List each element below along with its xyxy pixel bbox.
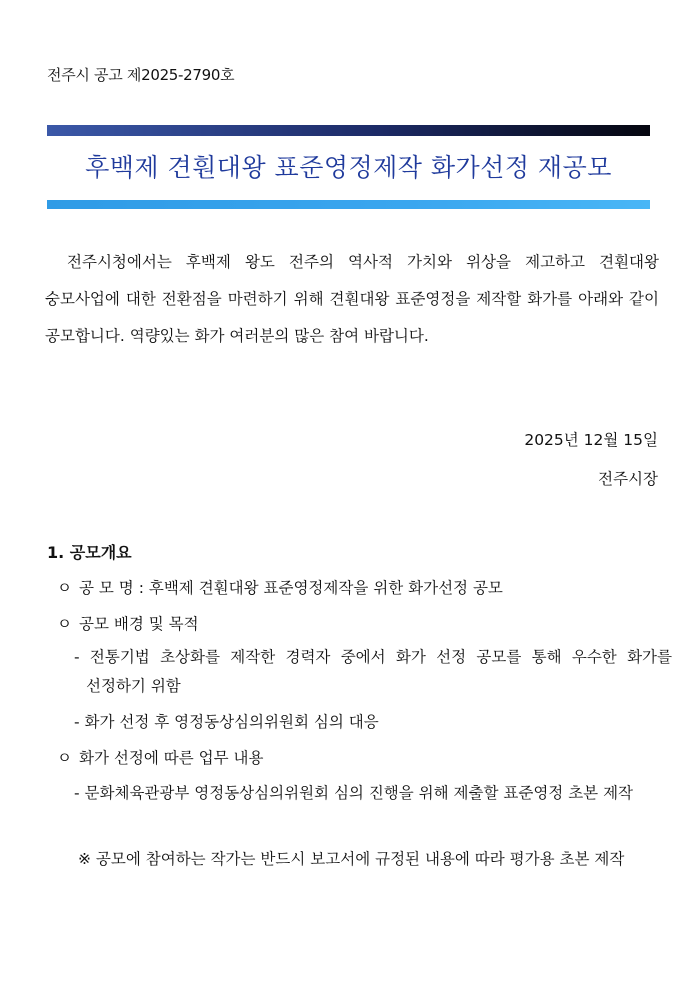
background-detail-1: - 전통기법 초상화를 제작한 경력자 중에서 화가 선정 공모를 통해 우수한 화가를 선정하기 위함 (74, 648, 672, 695)
title-bar-bottom (47, 200, 650, 209)
tasks-note: ※ 공모에 참여하는 작가는 반드시 보고서에 규정된 내용에 따라 평가용 초본 제작 (78, 850, 625, 868)
bullet-circle: ㅇ (57, 749, 72, 767)
document-title: 후백제 견훤대왕 표준영정제작 화가선정 재공모 (85, 153, 612, 182)
tasks-detail-1: - 문화체육관광부 영정동상심의위원회 심의 진행을 위해 제출할 표준영정 초본 제작 (74, 784, 634, 802)
issue-date: 2025년 12월 15일 (524, 431, 658, 449)
list-item-label: 공 모 명 : 후백제 견훤대왕 표준영정제작을 위한 화가선정 공모 (79, 579, 503, 597)
signer: 전주시장 (598, 470, 658, 488)
intro-paragraph: 전주시청에서는 후백제 왕도 전주의 역사적 가치와 위상을 제고하고 견훤대왕 숭모사업에 대한 전환점을 마련하기 위해 견훤대왕 표준영정을 제작할 화가를 아래와 같이 공모합니다. 역량있는 화가 여러분의 많은 참여 바랍니다. (45, 253, 659, 345)
list-item-label: 화가 선정에 따른 업무 내용 (79, 749, 264, 767)
title-bar-top (47, 125, 650, 136)
bullet-circle: ㅇ (57, 579, 72, 597)
list-item-background (57, 612, 199, 634)
notice-number: 전주시 공고 제2025-2790호 (47, 66, 235, 84)
list-item-label: 공모 배경 및 목적 (79, 615, 199, 633)
bullet-circle: ㅇ (57, 615, 72, 633)
section-heading: 1. 공모개요 (47, 543, 132, 562)
list-item-contest-name (57, 576, 503, 598)
list-item-tasks (57, 746, 263, 768)
background-detail-2: - 화가 선정 후 영정동상심의위원회 심의 대응 (74, 713, 379, 731)
